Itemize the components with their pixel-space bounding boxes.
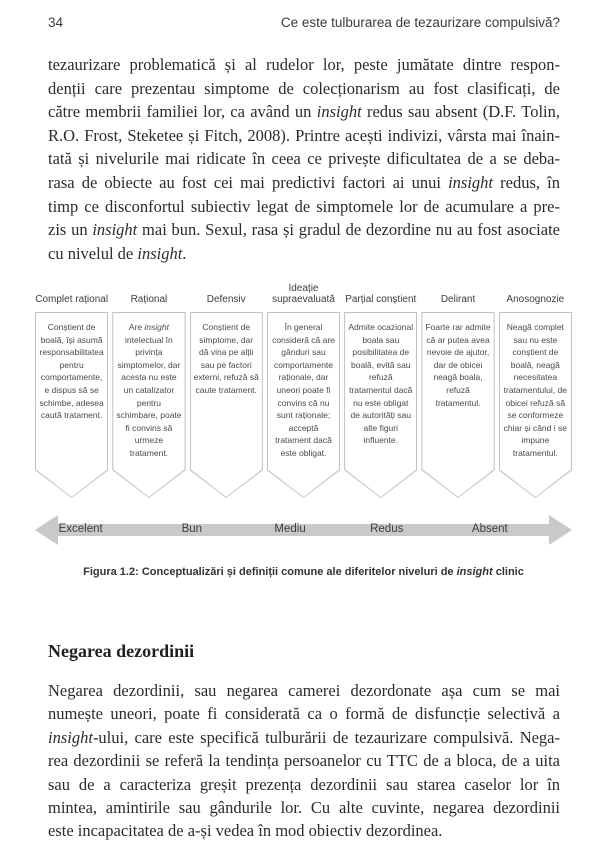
text-line: denții care prezentau simptome de colecționarism au fost clasificați, de	[48, 78, 560, 98]
pennant-description: Neagă complet sau nu este conștient de boală, neagă necesitatea tratamentului, de obicei refuză să se conformeze chiar și când i se impune tratamentul.	[503, 322, 567, 458]
pennant-description: În general consideră că are gânduri sau comportamente raționale, dar uneori poate fi convins că nu sunt raționale; acceptă tratament dacă este obligat.	[272, 322, 335, 458]
page-number: 34	[48, 15, 64, 30]
pennant-description: Conștient de simptome, dar dă vina pe alții sau pe factori externi, refuză să caute tratament.	[193, 322, 259, 395]
text-line: insight-ului, care este specifică tulburării de tezaurizare compulsivă. Nega-	[48, 727, 560, 747]
pennant-complet-rational	[35, 312, 108, 498]
text-line: timp ce disconfortul subiectiv legat de simptomele lor de acumulare a pre-	[48, 196, 560, 216]
column-header: Parțial conștient	[345, 294, 417, 305]
text-line: tată și nivelurile mai ridicate în ceea ce privește dificultatea de a se deba-	[48, 149, 560, 169]
pennant-ideatie-supraevaluata	[267, 312, 340, 498]
running-header	[48, 15, 560, 30]
pennant-delirant	[421, 312, 494, 498]
text-line: este incapacitatea de a-și vedea în mod obiectiv dezordinea.	[48, 821, 443, 841]
text-line: numește uneori, poate fi considerată ca o formă de disfuncție selectivă a	[48, 704, 560, 724]
pennant-description: Admite ocazional boala sau posibilitatea de boală, evită sau refuză tratamentul dacă nu este obligat de autorități sau alte figuri influente.	[348, 322, 414, 446]
figure-column-headers	[35, 271, 572, 307]
column-header: Rațional	[130, 294, 168, 305]
text-line: Negarea dezordinii, sau negarea camerei dezordonate așa cum se mai	[48, 681, 560, 700]
scale-label-redus: Redus	[370, 523, 404, 535]
pennant-description: Conștient de boală, își asumă responsabilitatea pentru comportamente, e dispus să se schimbe, adesea caută tratament.	[39, 322, 104, 421]
paragraph-negarea-dezordinii	[48, 679, 560, 843]
running-title: Ce este tulburarea de tezaurizare compulsivă?	[280, 15, 560, 30]
paragraph-insight-study	[48, 53, 560, 265]
text-line: tezaurizare problematică și al rudelor lor, peste jumătate dintre respon-	[48, 55, 560, 74]
pennant-rational	[112, 312, 185, 498]
arrow-right-icon	[549, 515, 572, 545]
pennant-defensiv	[190, 312, 263, 498]
scale-label-mediu: Mediu	[274, 523, 306, 535]
pennant-anosognozie	[499, 312, 572, 498]
text-line: rea dezordinii se referă la tendința persoanelor cu TTC de a bloca, de a uita	[48, 751, 560, 771]
figure-caption: Figura 1.2: Conceptualizări și definiții comune ale diferitelor niveluri de insight clinic	[83, 566, 524, 578]
scale-label-bun: Bun	[181, 523, 203, 535]
pennant-partial-constient	[344, 312, 417, 498]
text-line: zis un insight mai bun. Sexul, rasa și gradul de dezordine nu au fost asociate	[48, 220, 560, 240]
column-header: Delirant	[440, 294, 476, 305]
column-header: Complet rațional	[35, 294, 109, 305]
text-line: cu nivelul de insight.	[48, 243, 187, 263]
column-header: Defensiv	[206, 294, 246, 305]
pennant-description: Foarte rar admite că ar putea avea nevoie de ajutor, dar de obicei neagă boala, refuză tratamentul.	[425, 322, 491, 408]
text-line: mintea, amintirile sau gândurile lor. Cu alte cuvinte, negarea dezordinii	[48, 798, 560, 818]
arrow-left-icon	[35, 515, 58, 545]
text-line: sau de a caracteriza greșit prezența dezordinii sau starea caselor lor în	[48, 774, 560, 794]
text-line: către membrii familiei lor, ca având un insight redus sau absent (D.F. Tolin,	[48, 102, 561, 122]
figure-columns	[35, 312, 572, 498]
column-header: Anosognozie	[506, 294, 565, 305]
section-heading: Negarea dezordinii	[48, 641, 195, 661]
scale-label-absent: Absent	[471, 523, 508, 535]
text-line: rasa de obiecte au fost cei mai predictivi factori ai unui insight redus, în	[48, 172, 560, 192]
column-header: Ideație supraevaluată	[272, 283, 335, 305]
insight-scale-arrow	[35, 515, 572, 545]
pennant-description: Are insight intelectual în privința simptomelor, dar acesta nu este un catalizator pentru schimbare, poate fi convins să urmeze tratament.	[116, 322, 182, 458]
scale-label-excelent: Excelent	[58, 523, 103, 535]
figure-insight-levels	[35, 271, 572, 578]
text-line: R.O. Frost, Steketee și Fitch, 2008). Printre acești indivizi, vârsta mai înain-	[48, 125, 560, 145]
